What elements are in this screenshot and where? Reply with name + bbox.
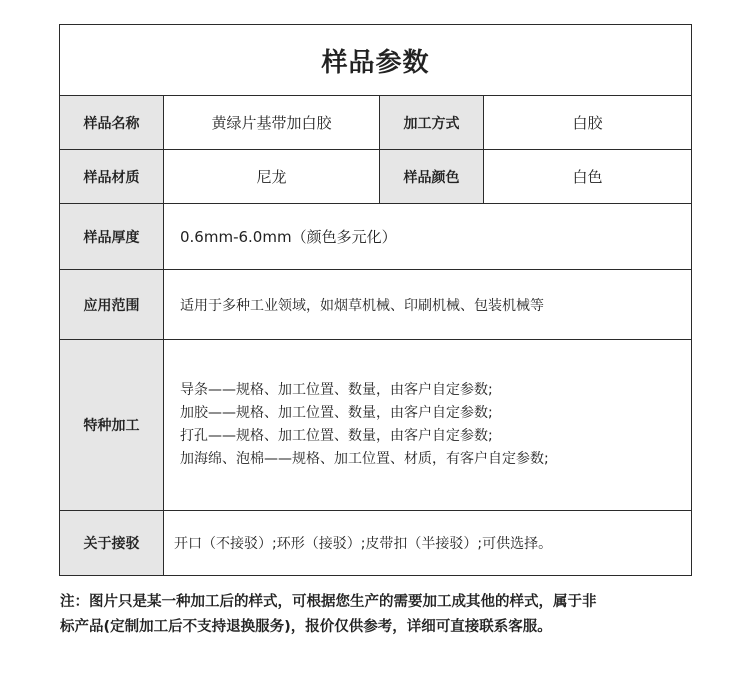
label-process-method: 加工方式 xyxy=(379,96,483,149)
special-line-4: 加海绵、泡棉——规格、加工位置、材质，有客户自定参数; xyxy=(180,451,549,467)
label-splice: 关于接驳 xyxy=(60,511,163,575)
special-line-2: 加胶——规格、加工位置、数量，由客户自定参数; xyxy=(180,405,493,421)
value-application-range: 适用于多种工业领域，如烟草机械、印刷机械、包装机械等 xyxy=(163,270,691,339)
value-special-processing xyxy=(163,340,691,510)
footnote-line-1: 注：图片只是某一种加工后的样式，可根据您生产的需要加工成其他的样式，属于非 xyxy=(60,594,597,610)
label-sample-material: 样品材质 xyxy=(60,150,163,203)
special-line-3: 打孔——规格、加工位置、数量，由客户自定参数; xyxy=(180,428,493,444)
value-sample-material: 尼龙 xyxy=(163,150,379,203)
table-title: 样品参数 xyxy=(321,47,430,78)
footnote-line-2: 标产品(定制加工后不支持退换服务)，报价仅供参考，详细可直接联系客服。 xyxy=(60,619,552,635)
label-sample-thickness: 样品厚度 xyxy=(60,204,163,269)
table-row-thickness xyxy=(60,203,691,269)
table-row-material xyxy=(60,149,691,203)
label-sample-color: 样品颜色 xyxy=(379,150,483,203)
label-sample-name: 样品名称 xyxy=(60,96,163,149)
table-row-special-processing xyxy=(60,339,691,510)
table-row-splice xyxy=(60,510,691,575)
label-application-range: 应用范围 xyxy=(60,270,163,339)
value-splice: 开口（不接驳）;环形（接驳）;皮带扣（半接驳）;可供选择。 xyxy=(163,511,691,575)
label-special-processing: 特种加工 xyxy=(60,340,163,510)
table-row-name xyxy=(60,95,691,149)
value-sample-name: 黄绿片基带加白胶 xyxy=(163,96,379,149)
sample-parameters-table xyxy=(59,24,692,576)
footnote xyxy=(60,590,700,640)
table-row-application xyxy=(60,269,691,339)
value-process-method: 白胶 xyxy=(483,96,691,149)
value-sample-thickness: 0.6mm-6.0mm（颜色多元化） xyxy=(163,204,691,269)
special-line-1: 导条——规格、加工位置、数量，由客户自定参数; xyxy=(180,382,493,398)
value-sample-color: 白色 xyxy=(483,150,691,203)
